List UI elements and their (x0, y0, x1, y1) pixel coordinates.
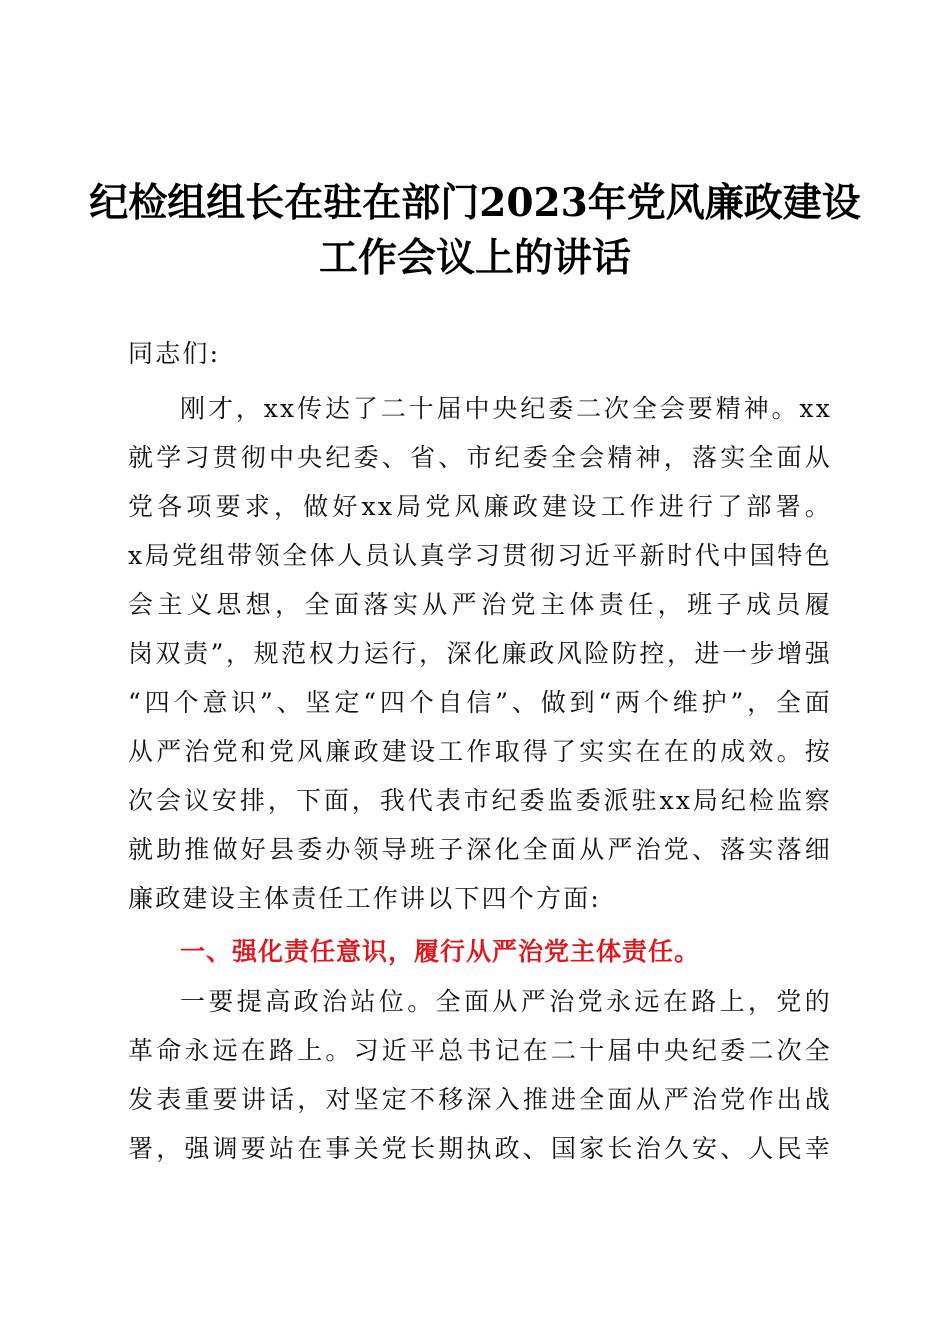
document-title (80, 176, 870, 286)
paragraph-1-line: 就学习贯彻中央纪委、省、市纪委全会精神，落实全面从 (128, 443, 832, 472)
section-heading-1: 一、强化责任意识，履行从严治党主体责任。 (180, 937, 701, 966)
paragraph-2-line: 署，强调要站在事关党长期执政、国家长治久安、人民幸 (128, 1134, 832, 1163)
paragraph-1-line: “四个意识”、坚定“四个自信”、做到“两个维护”，全面 (128, 688, 832, 717)
paragraph-2-line: 一要提高政治站位。全面从严治党永远在路上，党的 (180, 987, 832, 1016)
paragraph-1-line: 党各项要求，做好xx局党风廉政建设工作进行了部署。 (128, 492, 832, 521)
paragraph-1-line: 廉政建设主体责任工作讲以下四个方面: (128, 884, 602, 913)
salutation: 同志们: (128, 339, 221, 368)
title-line-1: 纪检组组长在驻在部门2023年党风廉政建设 (89, 180, 861, 226)
paragraph-1-line: 刚才，xx传达了二十届中央纪委二次全会要精神。xx (180, 394, 832, 423)
paragraph-1-line: x局党组带领全体人员认真学习贯彻习近平新时代中国特色 (128, 541, 832, 570)
paragraph-1-line: 就助推做好县委办领导班子深化全面从严治党、落实落细 (128, 835, 832, 864)
paragraph-2-line: 革命永远在路上。习近平总书记在二十届中央纪委二次全 (128, 1036, 832, 1065)
paragraph-1-line: 从严治党和党风廉政建设工作取得了实实在在的成效。按 (128, 737, 832, 766)
paragraph-1-line: 岗双责”，规范权力运行，深化廉政风险防控，进一步增强 (128, 639, 832, 668)
paragraph-2-line: 发表重要讲话，对坚定不移深入推进全面从严治党作出战 (128, 1085, 832, 1114)
paragraph-1-line: 会主义思想，全面落实从严治党主体责任，班子成员履 (128, 590, 832, 619)
paragraph-1-line: 次会议安排，下面，我代表市纪委监委派驻xx局纪检监察 (128, 786, 832, 815)
title-line-2: 工作会议上的讲话 (318, 235, 631, 281)
